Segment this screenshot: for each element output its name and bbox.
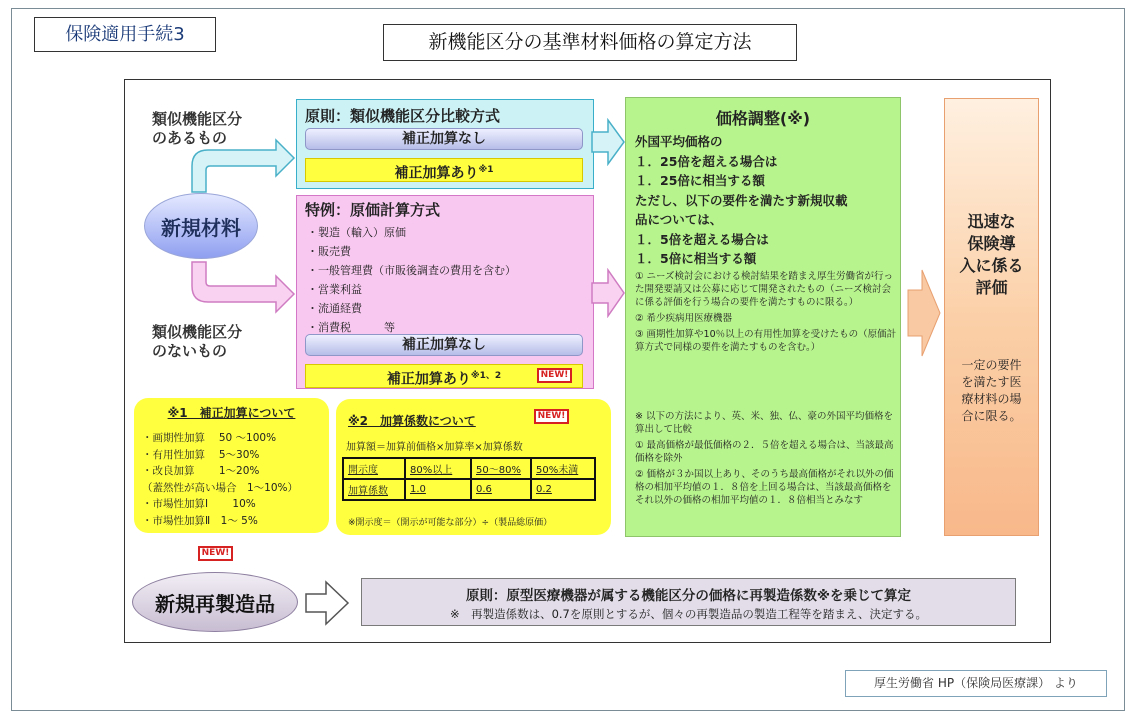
coefficient-note-box: [336, 399, 611, 535]
branch-arrows: [184, 136, 299, 316]
price-adjust-rule: 外国平均価格の １．25倍を超える場合は １．25倍に相当する額 ただし、以下の要件を満たす新規収載 品については、 １．5倍を超える場合は １．5倍に相当する額: [635, 134, 848, 266]
list-item: （蓋然性が高い場合 1～10%）: [142, 481, 299, 494]
list-item: ・製造（輸入）原価: [307, 226, 406, 239]
remanufactured-rule: 原則：原型医療機器が属する機能区分の価格に再製造係数※を乗じて算定: [465, 588, 912, 604]
list-item: ・市場性加算Ⅱ 1～ 5%: [142, 514, 258, 527]
list-item: ・流通経費: [307, 302, 362, 315]
list-item: ・一般管理費（市販後調査の費用を含む）: [307, 264, 516, 277]
exception-with-adjust: 補正加算あり$^{※1、2}$: [305, 364, 583, 388]
disclosure-footnote: ※開示度＝（開示が可能な部分）÷（製品総原価）: [348, 518, 553, 528]
foreign-price-note: ※ 以下の方法により、英、米、独、仏、豪の外国平均価格を算出して比較 ① 最高価格が最低価格の２．５倍を超える場合は、当該最高価格を除外 ② 価格が３か国以上あり、そのうち最高価格がそれ以外の価格の相加平均値の１．８倍を上回る場合は、当該最高価格をそれ以外の価格の相加平均値の１．８倍相当とみなす: [635, 411, 894, 506]
exception-box: [296, 195, 594, 389]
coefficient-note-title: ※2 加算係数について: [348, 414, 476, 428]
coefficient-table: [342, 457, 596, 501]
remanufactured-oval: 新規再製造品: [132, 572, 298, 632]
arrow-to-adjust-2: [590, 268, 626, 318]
procedure-tag: 保険適用手続3: [34, 17, 216, 52]
adjust-rate-list: [142, 430, 298, 529]
exception-no-adjust: 補正加算なし: [305, 334, 583, 356]
list-item: ・市場性加算Ⅰ 10%: [142, 498, 256, 510]
rapid-evaluation-box: [944, 98, 1039, 536]
remanufactured-coefficient-note: ※ 再製造係数は、0.7を原則とするが、個々の再製造品の製造工程等を踏まえ、決定する。: [449, 607, 928, 621]
arrow-to-rapid: [906, 268, 942, 358]
list-item: ・有用性加算 5～30%: [142, 448, 260, 461]
requirement-list: [635, 270, 897, 354]
similar-no-label: 類似機能区分 のないもの: [152, 323, 243, 360]
principle-with-adjust: 補正加算あり$^{※1}$: [305, 158, 583, 182]
new-badge: NEW!: [534, 409, 569, 424]
list-item: ① ニーズ検討会における検討結果を踏まえ厚生労働省が行った開発要請又は公募に応じて開発されたもの（ニーズ検討会に係る評価を行う場合の要件を満たすものに限る。）: [635, 271, 894, 308]
principle-box: [296, 99, 594, 189]
table-row: 加算係数 1.0 0.6 0.2: [343, 479, 595, 500]
arrow-to-adjust-1: [590, 118, 626, 166]
coefficient-formula: 加算額＝加算前価格×加算率×加算係数: [346, 442, 523, 453]
list-item: ・販売費: [307, 245, 351, 258]
exception-title: 特例：原価計算方式: [305, 201, 441, 219]
list-item: ・改良加算 1～20%: [142, 465, 260, 477]
new-material-oval: 新規材料: [144, 193, 258, 259]
principle-no-adjust: 補正加算なし: [305, 128, 583, 150]
price-adjust-box: [625, 97, 901, 537]
adjust-note-title: ※1 補正加算について: [167, 406, 296, 420]
list-item: ② 希少疾病用医療機器: [635, 313, 733, 324]
remanufactured-rule-box: [361, 578, 1016, 626]
price-adjust-title: 価格調整(※): [715, 109, 811, 128]
source-credit: 厚生労働省 HP（保険局医療課） より: [845, 670, 1107, 697]
page-title: 新機能区分の基準材料価格の算定方法: [383, 24, 797, 61]
principle-title: 原則：類似機能区分比較方式: [305, 107, 501, 125]
rapid-title: 迅速な 保険導 入に係る 評価: [959, 212, 1024, 297]
list-item: ・営業利益: [307, 283, 362, 296]
adjust-note-box: [134, 398, 329, 533]
arrow-to-remanufactured-rule: [304, 580, 350, 626]
cost-item-list: [307, 223, 516, 337]
new-badge: NEW!: [537, 368, 572, 383]
rapid-condition: 一定の要件 を満たす医 療材料の場 合に限る。: [961, 358, 1022, 423]
list-item: ・画期性加算 50 ～100%: [142, 432, 277, 444]
new-badge: NEW!: [198, 546, 233, 561]
similar-yes-label: 類似機能区分 のあるもの: [152, 110, 243, 147]
table-row: 開示度 80%以上 50～80% 50%未満: [343, 458, 595, 479]
list-item: ・消費税 等: [307, 321, 395, 334]
list-item: ③ 画期性加算や10％以上の有用性加算を受けたもの（原価計算方式で同様の要件を満たすものを含む。）: [635, 329, 897, 353]
